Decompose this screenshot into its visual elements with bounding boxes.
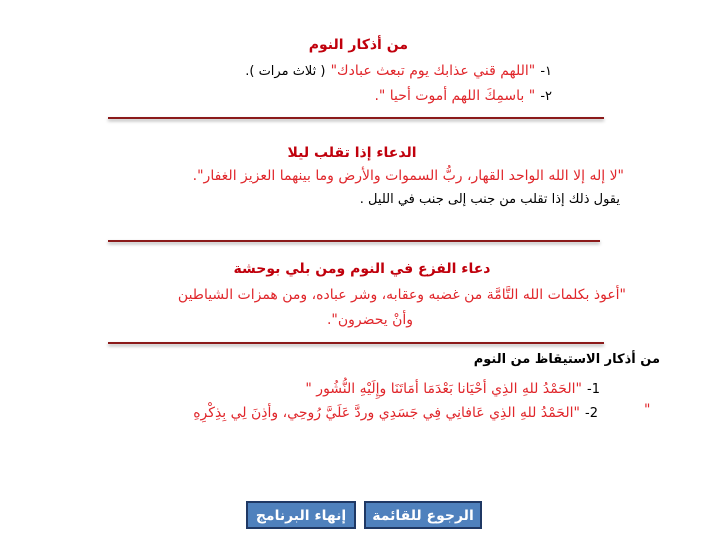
section4-item2 [118, 402, 598, 421]
section4-title: من أذكار الاستيقاظ من النوم [473, 352, 660, 367]
section-divider [108, 117, 604, 119]
dua-text: "الحَمْدُ للهِ الذِي عَافانِي فِي جَسَدِي وردَّ عَلَيَّ رُوحِي، وأذِنَ لِي بِذِكْرِهِ [193, 405, 580, 421]
section1-item2 [340, 85, 552, 104]
section3-dua-line2: وأنْ يحضرون". [326, 312, 414, 328]
end-program-button[interactable]: إنهاء البرنامج [246, 501, 356, 529]
section2-note: يقول ذلك إذا تقلب من جنب إلى جنب في الليل . [359, 192, 620, 207]
dua-text: "اللهم قني عذابك يوم تبعث عبادك" [330, 63, 536, 79]
section1-title: من أذكار النوم [308, 37, 408, 53]
dua-text: "الحَمْدُ للهِ الذِي أحْيَانا بَعْدَمَا أمَاتَنَا وإِلَيْهِ النُّشُور " [305, 381, 582, 397]
section-divider [108, 342, 604, 344]
dua-text: " باسمِكَ اللهم أموت أحيا ". [374, 88, 536, 104]
item-number: ٢- [540, 89, 552, 104]
item-number: 1- [587, 382, 600, 397]
section1-item1 [180, 60, 552, 79]
closing-quote: " [644, 402, 651, 418]
section-divider [108, 240, 600, 242]
section3-dua-line1: "أعوذ بكلمات الله التَّامَّة من غضبه وعقابه، وشر عباده، ومن همزات الشياطين [177, 287, 626, 303]
section2-title: الدعاء إذا تقلب ليلا [287, 145, 417, 161]
dua-note: ( ثلاث مرات ). [245, 64, 326, 79]
section4-item1 [240, 378, 600, 397]
back-to-menu-button[interactable]: الرجوع للقائمة [364, 501, 482, 529]
section3-title: دعاء الفزع في النوم ومن بلي بوحشة [233, 261, 491, 277]
item-number: 2- [585, 406, 598, 421]
item-number: ١- [540, 64, 552, 79]
section2-dua: "لا إله إلا الله الواحد القهار، ربُّ السموات والأرض وما بينهما العزيز الغفار". [192, 168, 624, 184]
